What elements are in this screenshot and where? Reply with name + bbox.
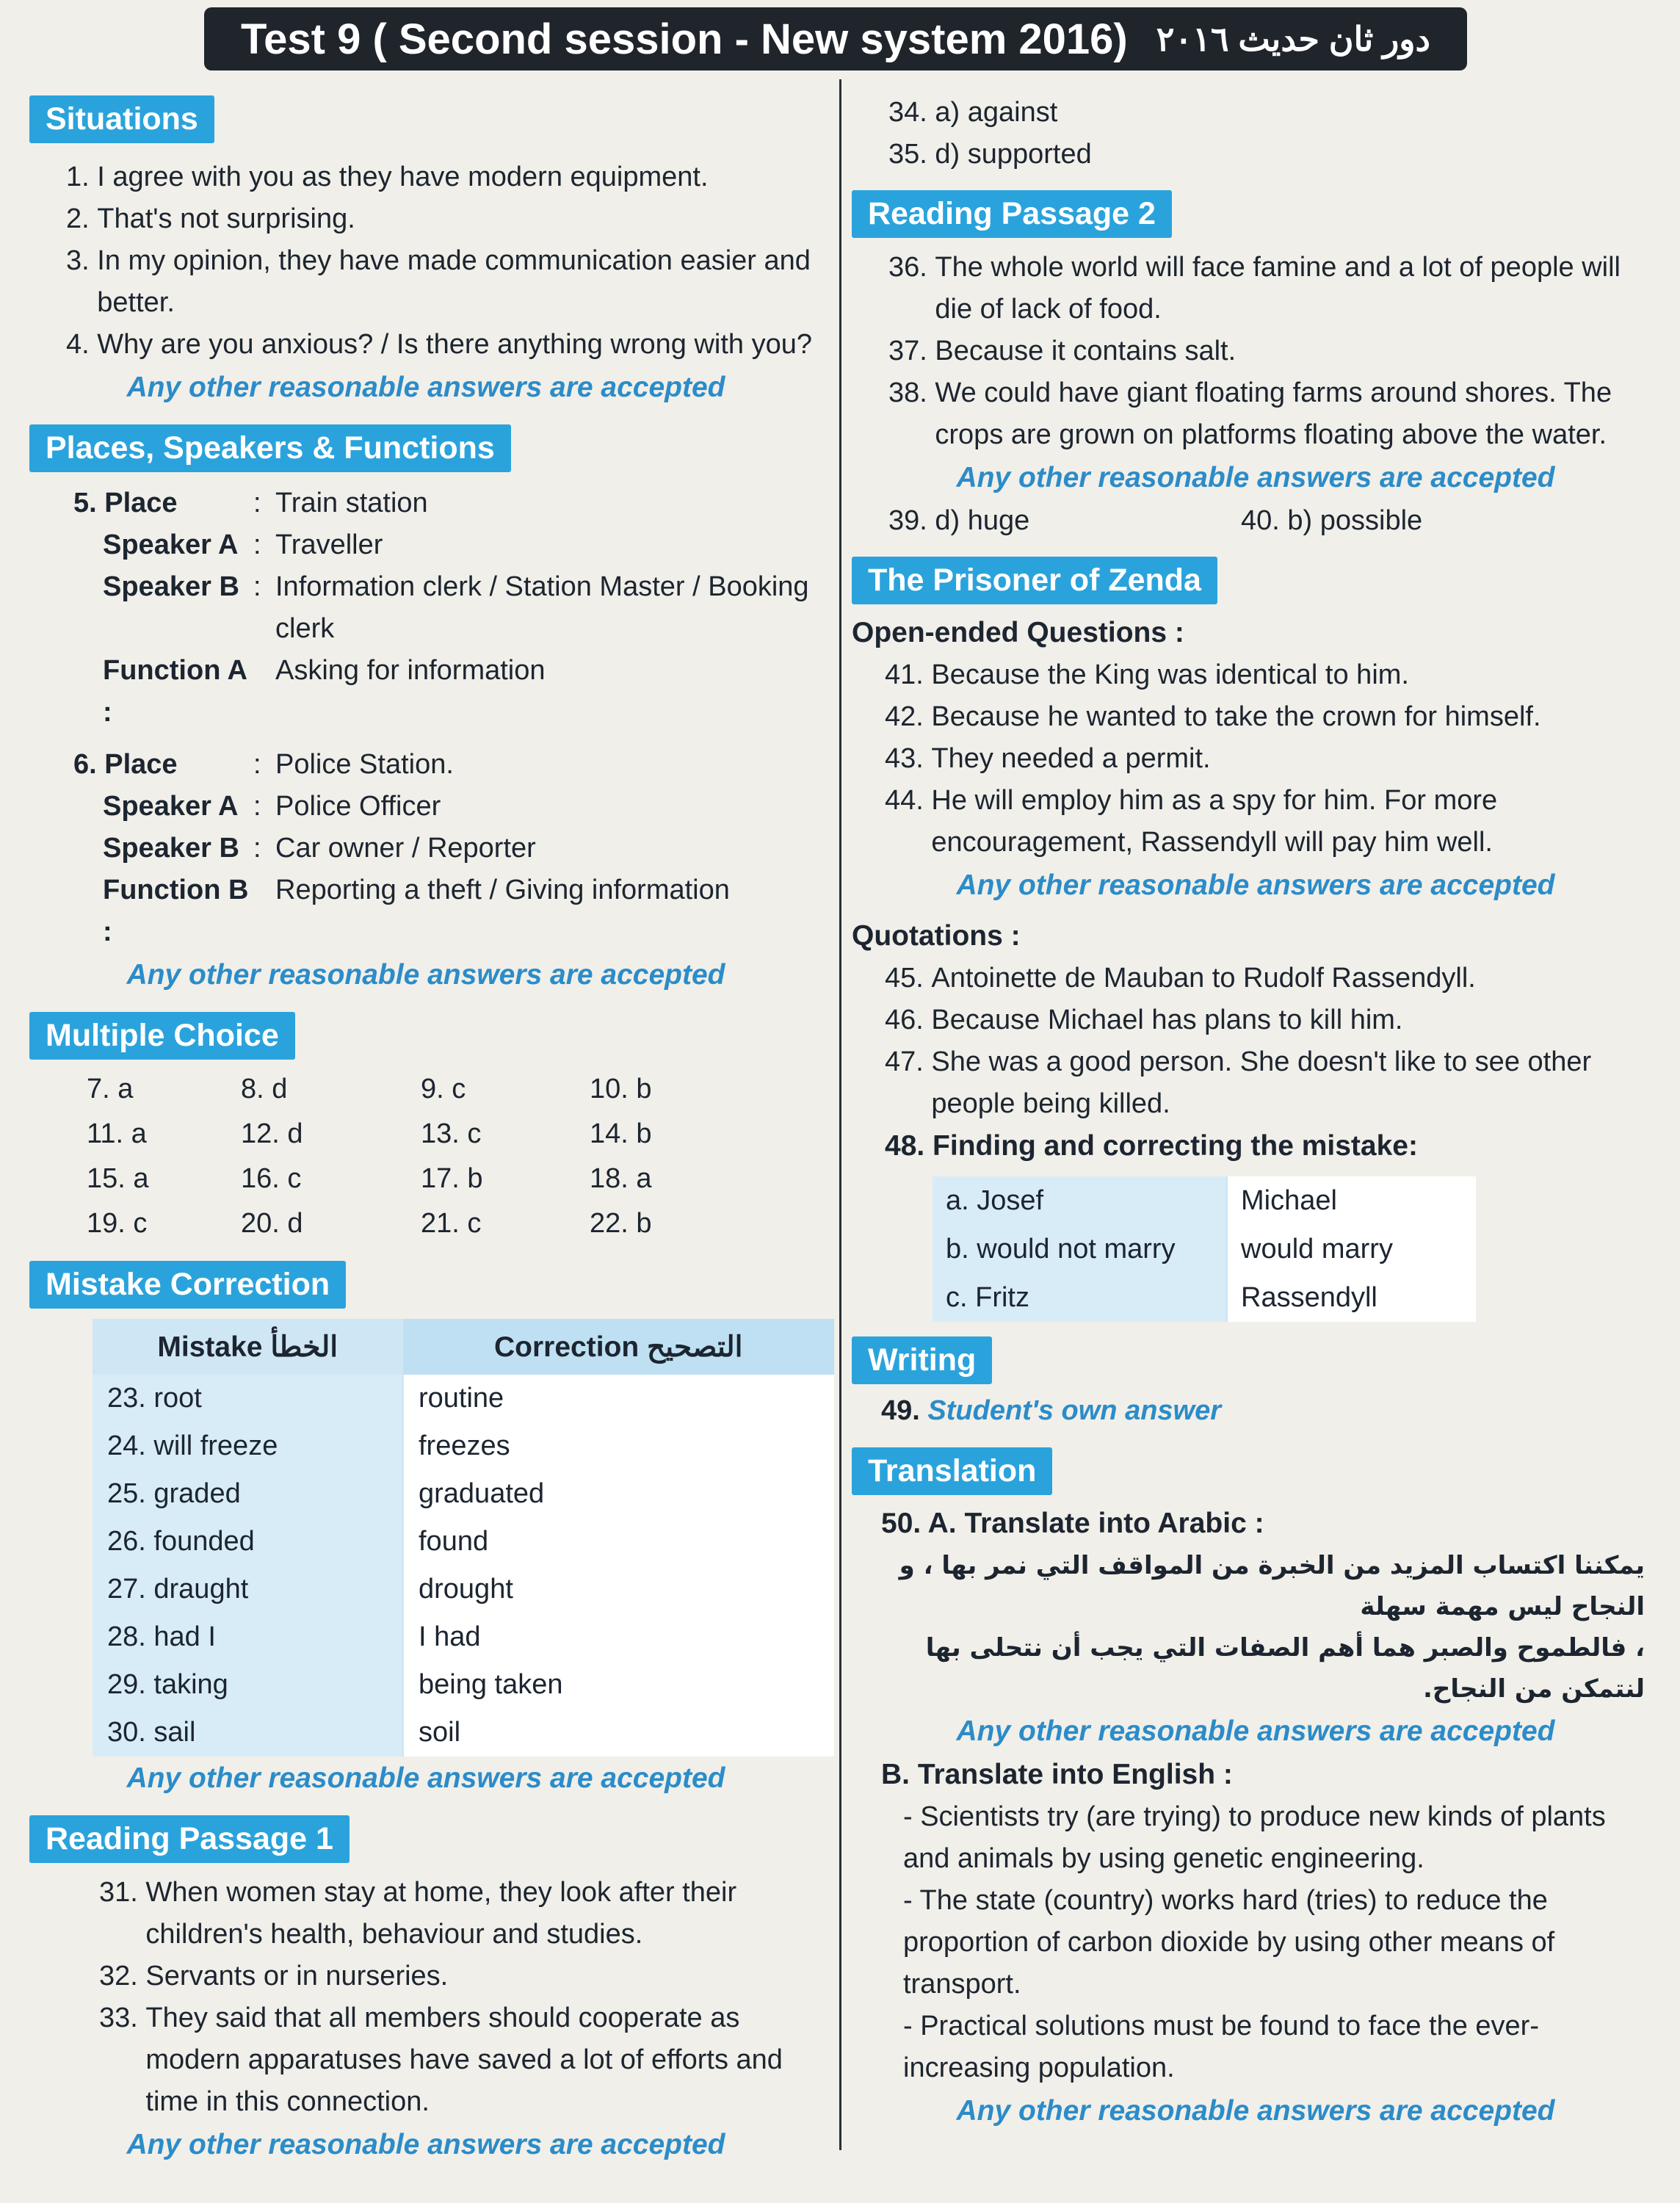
section-header-translation: Translation <box>852 1447 1052 1495</box>
arabic-translation-line: ، فالطموح والصبر هما أهم الصفات التي يجب أن نتحلى بها لنتمكن من النجاح. <box>925 1633 1645 1704</box>
list-item: 32. Servants or in nurseries. <box>99 1961 449 1992</box>
q5-place-label: 5. Place <box>73 488 178 518</box>
table-row: a. Josef Michael <box>933 1176 1476 1225</box>
list-item: 37. Because it contains salt. <box>888 336 1237 366</box>
list-item: 44. He will employ him as a spy for him. For more encouragement, Rassendyll will pay him well. <box>885 785 1498 858</box>
column-header-mistake: Mistake الخطأ <box>93 1319 403 1375</box>
quotations-list <box>852 958 1659 1125</box>
accepted-note: Any other reasonable answers are accepted <box>956 462 1555 493</box>
situations-list <box>29 156 822 366</box>
list-item: 35. d) supported <box>888 139 1092 170</box>
list-item: 4. Why are you anxious? / Is there anything wrong with you? <box>66 329 813 360</box>
accepted-note: Any other reasonable answers are accepted <box>956 869 1555 901</box>
section-header-multiple-choice: Multiple Choice <box>29 1012 295 1060</box>
accepted-note: Any other reasonable answers are accepted <box>956 1715 1555 1747</box>
quotations-title: Quotations : <box>852 920 1021 952</box>
table-row: c. Fritz Rassendyll <box>933 1273 1476 1322</box>
list-item: 38. We could have giant floating farms around shores. The crops are grown on platforms floating above the water. <box>888 377 1612 450</box>
list-item: 46. Because Michael has plans to kill him. <box>885 1005 1403 1035</box>
section-header-reading-1: Reading Passage 1 <box>29 1815 350 1863</box>
section-header-reading-2: Reading Passage 2 <box>852 190 1172 238</box>
translate-arabic-title: 50. A. Translate into Arabic : <box>881 1508 1264 1539</box>
mistake-correction-table <box>93 1319 834 1757</box>
reading2-q39-q40: 39. d) huge 40. b) possible <box>888 505 1423 536</box>
reading2-list <box>852 247 1659 456</box>
left-column <box>29 95 822 2167</box>
section-header-places: Places, Speakers & Functions <box>29 424 511 472</box>
accepted-note: Any other reasonable answers are accepted <box>126 959 725 991</box>
list-item: 36. The whole world will face famine and a lot of people will die of lack of food. <box>888 252 1621 325</box>
translate-english-title: B. Translate into English : <box>881 1759 1233 1790</box>
writing-answer: 49. Student's own answer <box>881 1395 1222 1426</box>
accepted-note: Any other reasonable answers are accepted <box>126 2129 725 2160</box>
accepted-note: Any other reasonable answers are accepted <box>956 2095 1555 2127</box>
list-item: - Practical solutions must be found to face the ever-increasing population. <box>903 2011 1539 2083</box>
arabic-translation-line: يمكننا اكتساب المزيد من الخبرة من المواقف التي نمر بها ، و النجاح ليس مهمة سهلة <box>899 1551 1645 1621</box>
table-row: 26. founded found <box>93 1518 834 1566</box>
open-ended-list <box>852 654 1659 864</box>
list-item: 41. Because the King was identical to him. <box>885 659 1409 690</box>
table-row: 23. root routine <box>93 1375 834 1422</box>
column-divider <box>839 79 841 2150</box>
column-header-correction: Correction التصحيح <box>403 1319 835 1375</box>
list-item: 43. They needed a permit. <box>885 743 1211 774</box>
list-item: 34. a) against <box>888 97 1058 128</box>
list-item: 1. I agree with you as they have modern equipment. <box>66 162 709 192</box>
english-translation-list <box>852 1796 1659 2089</box>
section-header-mistake-correction: Mistake Correction <box>29 1261 346 1309</box>
table-row: 28. had I I had <box>93 1613 834 1661</box>
list-item: 3. In my opinion, they have made communication easier and better. <box>66 245 811 318</box>
list-item: 2. That's not surprising. <box>66 203 355 234</box>
table-row: 30. sail soil <box>93 1709 834 1757</box>
accepted-note: Any other reasonable answers are accepted <box>126 372 725 403</box>
reading1-continued <box>852 92 1659 176</box>
table-row: b. would not marry would marry <box>933 1225 1476 1273</box>
page-title-arabic: دور ثان حديث ٢٠١٦ <box>1156 20 1430 58</box>
list-item: - Scientists try (are trying) to produce new kinds of plants and animals by using genetic engineering. <box>903 1801 1606 1874</box>
accepted-note: Any other reasonable answers are accepted <box>126 1762 725 1794</box>
multiple-choice-answers: 7. a 8. d 9. c 10. b 11. a 12. d 13. c 14. b 15. a 16. c 17. b 18. a 19. c 20. d 21. c 22. b <box>87 1074 652 1239</box>
table-row: 24. will freeze freezes <box>93 1422 834 1470</box>
reading1-list <box>29 1872 822 2123</box>
section-header-prisoner-of-zenda: The Prisoner of Zenda <box>852 557 1217 604</box>
table-row: 29. taking being taken <box>93 1661 834 1709</box>
table-row: 27. draught drought <box>93 1566 834 1613</box>
places-q6: 6. Place : Police Station. Speaker A : Police Officer Speaker B : Car owner / Reporter Function B : Reporting a theft / Giving information <box>29 744 822 953</box>
open-ended-title: Open-ended Questions : <box>852 617 1184 648</box>
page-header-banner <box>204 7 1467 70</box>
list-item: 45. Antoinette de Mauban to Rudolf Rassendyll. <box>885 963 1476 994</box>
list-item: 42. Because he wanted to take the crown for himself. <box>885 701 1541 732</box>
list-item: - The state (country) works hard (tries) to reduce the proportion of carbon dioxide by using other means of transport. <box>903 1885 1555 2000</box>
list-item: 47. She was a good person. She doesn't like to see other people being killed. <box>885 1046 1592 1119</box>
list-item: 33. They said that all members should cooperate as modern apparatuses have saved a lot of efforts and time in this connection. <box>99 2003 783 2117</box>
places-q5: 5. Place : Train station Speaker A : Traveller Speaker B : Information clerk / Station Master / Booking clerk Function A : Asking for information <box>29 482 822 734</box>
right-column <box>852 92 1659 2133</box>
section-header-writing: Writing <box>852 1336 992 1384</box>
page-title: Test 9 ( Second session - New system 2016) <box>241 15 1128 63</box>
q48-correction-table <box>933 1176 1476 1322</box>
table-row: 25. graded graduated <box>93 1470 834 1518</box>
q6-place-label: 6. Place <box>73 749 178 780</box>
section-header-situations: Situations <box>29 95 214 143</box>
q48-title: 48. Finding and correcting the mistake: <box>885 1130 1418 1162</box>
list-item: 31. When women stay at home, they look after their children's health, behaviour and studies. <box>99 1877 737 1950</box>
